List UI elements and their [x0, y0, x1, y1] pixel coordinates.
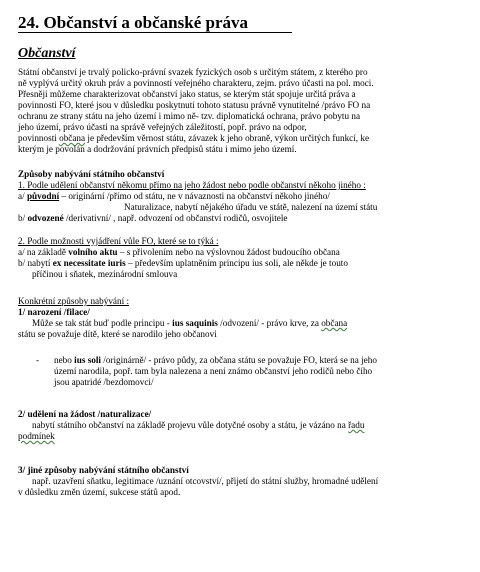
criterion-2-heading: 2. Podle možnosti vyjádření vůle FO, které se to týká : — [18, 236, 219, 246]
criterion-2-b-cont: příčinou i sňatek, mezinárodní smlouva — [32, 269, 178, 279]
text-run: je především věrnost státu, závazek k jeho obraně, výkon určitých funkcí, ke — [85, 133, 370, 143]
term: ius soli — [74, 355, 101, 365]
text-run: a/ na základě — [18, 247, 69, 257]
criterion-1-a-cont: Naturalizace, nabytí nějakého úřadu ve státě, nalezení na území státu — [124, 202, 378, 212]
intro-line: Přesněji můžeme charakterizovat občanství jako status, se kterým stát spojuje určitá práva a — [18, 89, 356, 99]
criterion-2-a — [18, 247, 340, 258]
section-heading: Občanství — [18, 46, 76, 61]
intro-line: povinnosti FO, které jsou v důsledku poskytnutí tohoto statusu právně vynutitelné /právo FO na — [18, 100, 371, 110]
text-run: b/ — [18, 213, 28, 223]
criterion-1-b — [18, 213, 287, 224]
text-run: Může se tak stát buď podle principu - — [32, 318, 173, 328]
intro-line: kterým je povolán a dodržování právních předpisů státu i mimo jeho území. — [18, 144, 297, 154]
title-underline — [18, 32, 292, 33]
birth-line — [32, 318, 347, 329]
birth-heading: 1/ narození /filace/ — [18, 307, 90, 317]
intro-line: jeho území, právo účasti na správě veřejných záležitostí, popř. právo na odpor, — [18, 122, 307, 132]
text-run: nabytí státního občanství na základě projevu vůle dotyčné osoby a státu, je vázáno na — [32, 420, 349, 430]
bullet-line: jsou apatridé /bezdomovci/ — [54, 377, 154, 387]
term: ius saquinis — [172, 318, 218, 328]
naturalization-line — [32, 420, 364, 431]
intro-line: Státní občanství je trvalý policko-právní svazek fyzických osob s určitým státem, z kterého pro — [18, 67, 368, 77]
text-run: povinnosti — [18, 133, 60, 143]
spellcheck-word: občana — [321, 318, 348, 328]
other-ways-line: např. uzavření sňatku, legitimace /uznání otcovství/, přijetí do státní služby, hromadné udělení — [32, 476, 379, 486]
bullet-line — [54, 355, 377, 366]
text-run: b/ nabytí — [18, 258, 53, 268]
criterion-2-b — [18, 258, 348, 269]
term: volního aktu — [68, 247, 118, 257]
intro-line: ochranu ze strany státu na jeho území i mimo ně- tzv. diplomatická ochrana, právo pobytu na — [18, 111, 361, 121]
other-ways-heading: 3/ jiné způsoby nabývání státního občanství — [18, 465, 189, 475]
document-title: 24. Občanství a občanské práva — [18, 13, 248, 32]
spellcheck-word: občana — [59, 133, 86, 143]
text-run: nebo — [54, 355, 75, 365]
text-run: – s přivolením nebo na výslovnou žádost budoucího občana — [117, 247, 340, 257]
naturalization-line — [18, 431, 55, 442]
text-run: – především uplatněním principu ius soli, ale někde je touto — [125, 258, 348, 268]
term: původní — [26, 191, 60, 201]
criterion-1-a — [18, 191, 330, 202]
spellcheck-word: řadu — [348, 420, 365, 430]
naturalization-heading: 2/ udělení na žádost /naturalizace/ — [18, 409, 152, 419]
konkretni-heading: Konkrétní způsoby nabývání : — [18, 296, 129, 306]
zpusoby-heading: Způsoby nabývání státního občanství — [18, 169, 165, 179]
text-run: – originární /přímo od státu, ne v návaznosti na občanství někoho jiného/ — [59, 191, 330, 201]
text-run: /originárně/ - právo půdy, za občana státu se považuje FO, která se na jeho — [100, 355, 377, 365]
term: ex necessitate iuris — [52, 258, 126, 268]
term: odvozené — [27, 213, 64, 223]
intro-line: ně vyplývá určitý okruh práv a povinností veřejného charakteru, zejm. právo účasti na pol. moci. — [18, 78, 374, 88]
birth-line: státu se považuje dítě, které se narodilo jeho občanovi — [18, 329, 217, 339]
other-ways-line: v důsledku změn území, sukcese států apod. — [18, 487, 181, 497]
bullet-dash: - — [36, 355, 40, 365]
bullet-line: území narodila, popř. tam byla nalezena a není známo občanství jeho rodičů nebo čího — [54, 366, 373, 376]
text-run: a/ — [18, 191, 27, 201]
text-run: /odvození/ - právo krve, za — [217, 318, 322, 328]
intro-line — [18, 133, 369, 144]
spellcheck-word: podmínek — [18, 431, 55, 441]
text-run: /derivativní/ , např. odvození od občanství rodičů, osvojitele — [63, 213, 288, 223]
criterion-1-heading: 1. Podle udělení občanství někomu přímo na jeho žádost nebo podle občanství někoho jiného : — [18, 180, 366, 190]
